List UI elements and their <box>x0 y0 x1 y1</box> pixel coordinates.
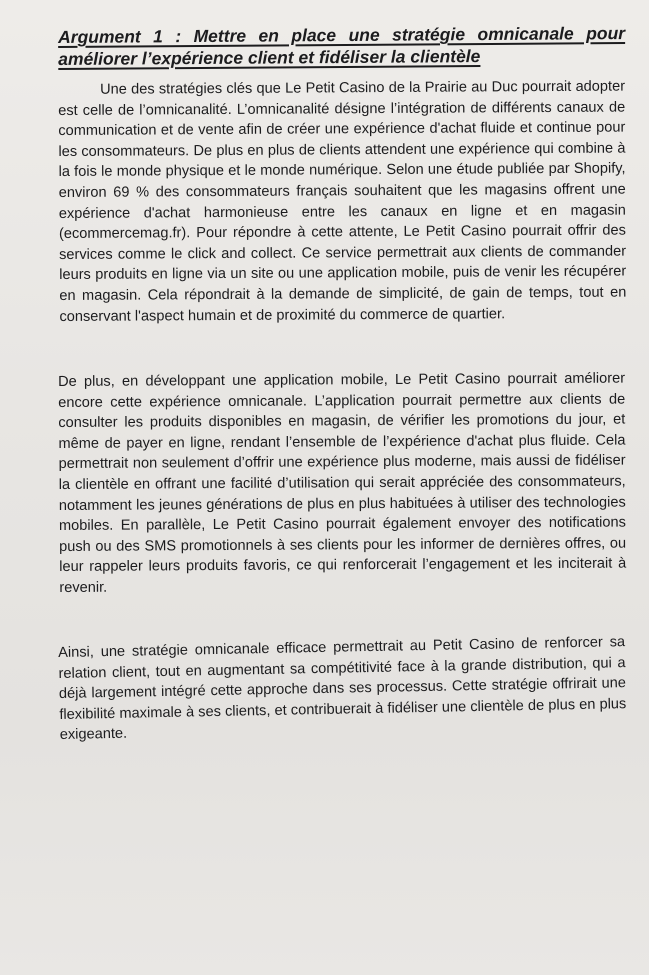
title-line-2: améliorer l’expérience client et fidéliser la clientèle <box>58 46 481 69</box>
paragraph-3: Ainsi, une stratégie omnicanale efficace permettrait au Petit Casino de renforcer sa relation client, tout en augmentant sa compétitivité face à la grande distribution, qui a déjà largement intégré cette approche dans ses processus. Cette stratégie offrirait une flexibilité maximale à ses clients, et contribuerait à fidéliser une clientèle de plus en plus exigeante. <box>58 633 627 744</box>
paragraph-spacer <box>58 327 625 372</box>
document-title <box>58 22 625 70</box>
paragraph-2: De plus, en développant une application mobile, Le Petit Casino pourrait améliorer encore cette expérience omnicanale. L’application pourrait permettre aux clients de consulter les produits disponibles en magasin, de vérifier les promotions du jour, et même de payer en ligne, rendant l’ensemble de l’expérience d'achat plus fluide. Cela permettrait non seulement d’offrir une expérience plus moderne, mais aussi de fidéliser la clientèle en offrant une facilité d’utilisation qui serait appréciée des consommateurs, notamment les jeunes générations de plus en plus habituées à utiliser des technologies mobiles. En parallèle, Le Petit Casino pourrait également envoyer des notifications push ou des SMS promotionnels à ses clients pour les informer de dernières offres, ou leur rappeler leurs produits favoris, ce qui renforcerait l’engagement et les inciterait à revenir. <box>58 370 627 597</box>
paragraph-1: Une des stratégies clés que Le Petit Casino de la Prairie au Duc pourrait adopter est celle de l’omnicanalité. L’omnicanalité désigne l’intégration de différents canaux de communication et de vente afin de créer une expérience d'achat fluide et continue pour les consommateurs. De plus en plus de clients attendent une expérience qui combine à la fois le monde physique et le monde numérique. Selon une étude publiée par Shopify, environ 69 % des consommateurs français souhaitent que les magasins offrent une expérience d'achat harmonieuse entre les canaux en ligne et en magasin (ecommercemag.fr). Pour répondre à cette attente, Le Petit Casino pourrait offrir des services comme le click and collect. Ce service permettrait aux clients de commander leurs produits en ligne via un site ou une application mobile, puis de venir les récupérer en magasin. Cela répondrait à la demande de simplicité, de gain de temps, tout en conservant l'aspect humain et de proximité du commerce de quartier. <box>58 78 627 325</box>
title-line-1: Argument 1 : Mettre en place une stratégie omnicanale pour <box>58 23 626 47</box>
